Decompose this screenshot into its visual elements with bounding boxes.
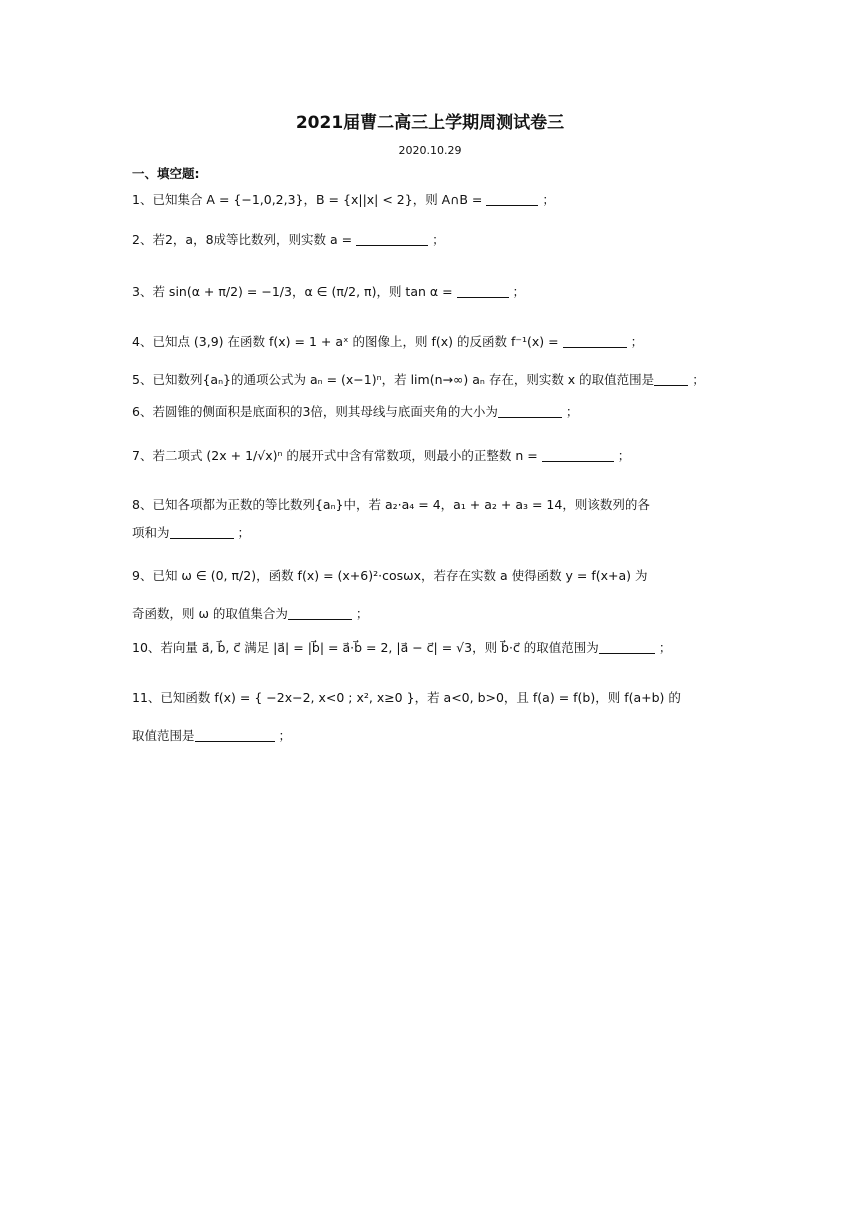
answer-blank[interactable] [457,283,509,298]
question-8: 8、已知各项都为正数的等比数列{aₙ}中，若 a₂·a₄ = 4，a₁ + a₂ + a₃ = 14，则该数列的各 项和为 ； [132,497,650,540]
question-7: 7、若二项式 (2x + 1/√x)ⁿ 的展开式中含有常数项，则最小的正整数 n = ； [132,448,631,463]
section-heading: 一、填空题: [132,166,200,181]
answer-blank[interactable] [542,447,614,462]
answer-blank[interactable] [170,524,234,539]
exam-date: 2020.10.29 [398,144,462,157]
answer-blank[interactable] [486,191,538,206]
answer-blank[interactable] [498,403,562,418]
page-title: 2021届曹二高三上学期周测试卷三 [295,113,565,133]
question-6: 6、若圆锥的侧面积是底面积的3倍，则其母线与底面夹角的大小为 ； [132,404,579,419]
question-11: 11、已知函数 f(x) = { −2x−2, x<0 ; x², x≥0 }，若 a<0, b>0，且 f(a) = f(b)，则 f(a+b) 的 取值范围是 ； [132,690,681,743]
question-10: 10、若向量 a⃗, b⃗, c⃗ 满足 |a⃗| = |b⃗| = a⃗·b⃗ = 2, |a⃗ − c⃗| = √3，则 b⃗·c⃗ 的取值范围为 ； [132,640,672,655]
question-4: 4、已知点 (3,9) 在函数 f(x) = 1 + aˣ 的图像上，则 f(x) 的反函数 f⁻¹(x) = ； [132,334,644,349]
question-9: 9、已知 ω ∈ (0, π/2)，函数 f(x) = (x+6)²·cosωx，若存在实数 a 使得函数 y = f(x+a) 为 奇函数，则 ω 的取值集合为 ； [132,568,648,621]
question-2: 2、若2，a，8成等比数列，则实数 a = ； [132,232,445,247]
question-3: 3、若 sin(α + π/2) = −1/3，α ∈ (π/2, π)，则 tan α = ； [132,284,526,299]
answer-blank[interactable] [288,605,352,620]
answer-blank[interactable] [654,371,688,386]
answer-blank[interactable] [563,333,627,348]
question-1: 1、已知集合 A = {−1,0,2,3}，B = {x||x| < 2}，则 A∩B = ； [132,192,555,207]
answer-blank[interactable] [599,639,655,654]
answer-blank[interactable] [195,727,275,742]
question-5: 5、已知数列{aₙ}的通项公式为 aₙ = (x−1)ⁿ，若 lim(n→∞) aₙ 存在，则实数 x 的取值范围是 ； [132,372,705,387]
answer-blank[interactable] [356,231,428,246]
